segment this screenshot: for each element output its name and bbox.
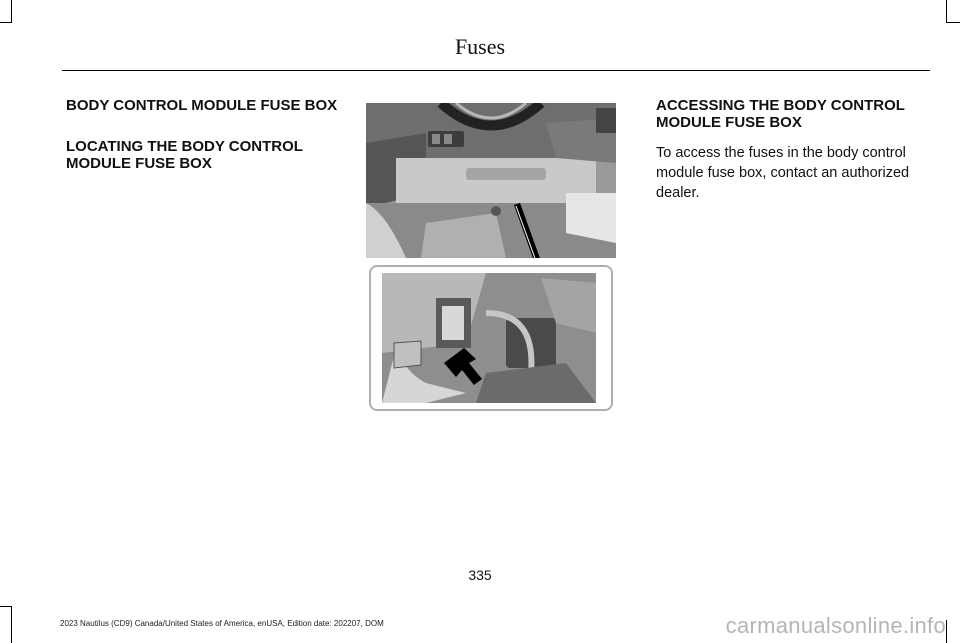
page-number: 335 (468, 567, 492, 583)
body-line-3: dealer. (656, 185, 700, 201)
crop-mark-top-left-h (0, 22, 12, 23)
watermark: carmanualsonline.info (725, 613, 946, 638)
edition-footer: 2023 Nautilus (CD9) Canada/United States of America, enUSA, Edition date: 202207, DOM (60, 619, 384, 628)
subheading-line-2: MODULE FUSE BOX (656, 114, 802, 131)
subheading-line-1: LOCATING THE BODY CONTROL (66, 138, 303, 155)
crop-mark-top-right-v (946, 0, 947, 22)
subheading-accessing (656, 97, 905, 131)
subheading-locating (66, 138, 303, 172)
dashboard-view-panel (366, 103, 616, 261)
fuse-box-detail-panel (370, 266, 612, 410)
crop-mark-bottom-right-v (946, 620, 947, 643)
fuse-box-location-illustration (366, 103, 616, 411)
body-line-2: module fuse box, contact an authorized (656, 165, 910, 181)
crop-mark-bottom-left-v (11, 606, 12, 643)
crop-mark-top-right-h (946, 22, 960, 23)
crop-mark-top-left-v (11, 0, 12, 22)
page-header-title: Fuses (454, 34, 506, 59)
body-line-1: To access the fuses in the body control (656, 145, 906, 161)
subheading-line-1: ACCESSING THE BODY CONTROL (656, 97, 905, 114)
crop-mark-bottom-left-h (0, 606, 12, 607)
section-heading-fuse-box (66, 97, 337, 114)
subheading-line-2: MODULE FUSE BOX (66, 155, 212, 172)
header-divider (62, 70, 930, 71)
section-heading-text: BODY CONTROL MODULE FUSE BOX (66, 97, 338, 114)
accessing-instructions (656, 143, 909, 203)
